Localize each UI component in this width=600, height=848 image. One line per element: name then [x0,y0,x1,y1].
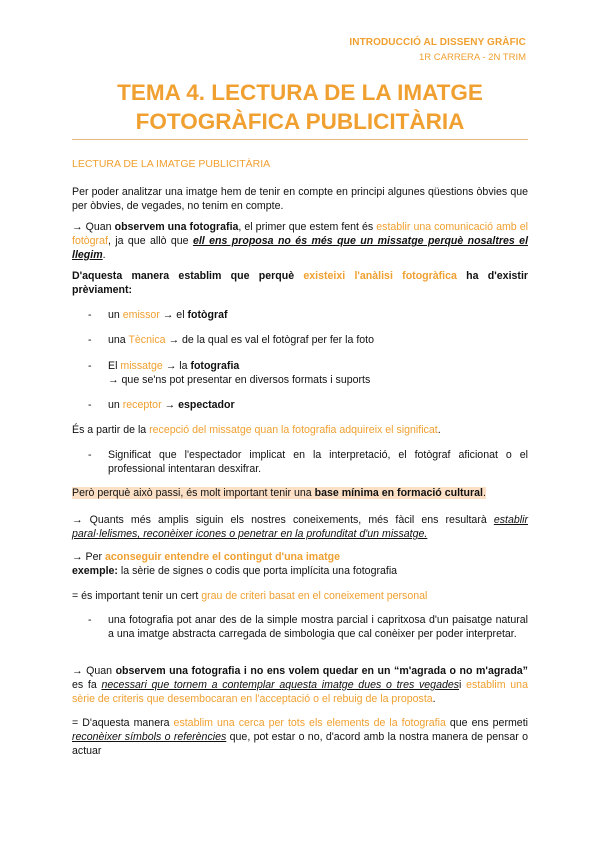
p2-bold: observem una fotografia [114,221,239,233]
p4-highlight: recepció del missatge quan la fotografia adquireix el significat [149,424,438,436]
p9-highlight: establim una sèrie de criteris que desembocaran en l'acceptació o el rebuig de la proposta [72,679,528,705]
p9-bold: observem una fotografia i no ens volem quedar en un “m'agrada o no m'agrada” [115,665,528,677]
p6-emphasis: establir paral·lelismes, reconèixer icones o penetrar en la profunditat d'un missatge. [72,514,528,540]
paragraph-3 [72,269,528,297]
list-dash: - [88,309,92,321]
paragraph-5: Però perquè això passi, és molt important tenir una base mínima en formació cultural. [72,487,486,499]
paragraph-1: Per poder analitzar una imatge hem de tenir en compte en principi algunes qüestions òbvies que per òbvies, de vegades, no tenim en compte. [72,186,528,212]
p3-highlight: existeixi l'anàlisi fotogràfica [303,270,457,282]
p9-emphasis: necessari que tornem a contemplar aquesta imatge dues o tres vegades [101,679,460,691]
paragraph-4: És a partir de la recepció del missatge quan la fotografia adquireix el significat. [72,424,441,436]
title-divider [72,139,528,140]
list-dash: - [88,399,92,411]
p7-highlight: aconseguir entendre el contingut d'una imatge [104,551,340,563]
p7-label: exemple: [72,565,118,577]
document-page: INTRODUCCIÓ AL DISSENY GRÀFIC 1R CARRERA - 2N TRIM TEMA 4. LECTURA DE LA IMATGE FOTOGRÀFICA PUBLICITÀRIA LECTURA DE LA IMATGE PUBLICITÀRIA Per poder analitzar una imatge hem de tenir en compte en principi algunes qüestions òbvies que per òbvies, de vegades, no tenim en compte. → Quan observem una fotografia, el primer que estem fent és establir una comunicació amb el fotògraf, ja que allò que ell ens proposa no és més que un missatge perquè nosaltres el llegim. D'aquesta manera establim que perquè existeixi l'anàlisi fotogràfica ha d'existir prèviament: - un emissor → el fotògraf - una Tècnica → de la qual es val el fotògraf per fer la foto - El missatge → la fotografia → que se'ns pot presentar en diversos formats i suports - un receptor → espectador És a partir de la recepció del missatge quan la fotografia adquireix el significat. - Significat que l'espectador implicat en la interpretació, el fotògraf aficionat o el professional intentaran desxifrar. Però perquè això passi, és molt important tenir una base mínima en formació cultural. → Quants més amplis siguin els nostres coneixements, més fàcil ens resultarà establir paral·lelismes, reconèixer icones o penetrar en la profunditat d'un missatge. → Per aconseguir entendre el contingut d'una imatge exemple: la sèrie de signes o codis que porta implícita una fotografia = és important tenir un cert grau de criteri basat en el coneixement personal - una fotografia pot anar des de la simple mostra parcial i capritxosa d'un paisatge natural a una imatge abstracta carregada de simbologia que cal conèixer per poder interpretar. → Quan observem una fotografia i no ens volem quedar en un “m'agrada o no m'agrada” es fa necessari que tornem a contemplar aquesta imatge dues o tres vegadesi establim una sèrie de criteris que desembocaran en l'acceptació o el rebuig de la proposta. = D'aquesta manera establim una cerca per tots els elements de la fotografia que ens permeti reconèixer símbols o referències que, pot estar o no, d'acord amb la nostra manera de pensar o actuar [72,37,529,757]
p8-highlight: grau de criteri basat en el coneixement personal [201,590,428,602]
p2-emphasis: ell ens proposa no és més que un missatge perquè nosaltres el llegim [72,235,529,261]
paragraph-9: → Quan observem una fotografia i no ens volem quedar en un “m'agrada o no m'agrada” es fa necessari que tornem a contemplar aquesta imatge dues o tres vegadesi establim una sèrie de criteris que desembocaran en l'acceptació o el rebuig de la proposta. [72,665,528,705]
course-term: 1R CARRERA - 2N TRIM [419,52,526,63]
p2-highlight: establir una comunicació amb el fotògraf [72,221,528,247]
p3-text: D'aquesta manera establim que perquè [72,270,304,282]
p2-text: , el primer que estem fent és [238,221,377,233]
p2-text: , ja que allò que [107,235,193,247]
p5-bold: base mínima en formació cultural [314,487,483,499]
course-name: INTRODUCCIÓ AL DISSENY GRÀFIC [349,37,526,48]
paragraph-10: = D'aquesta manera establim una cerca per tots els elements de la fotografia que ens permeti reconèixer símbols o referències que, pot estar o no, d'acord amb la nostra manera de pensar o actuar [72,717,528,757]
paragraph-6: → Quants més amplis siguin els nostres coneixements, més fàcil ens resultarà establir paral·lelismes, reconèixer icones o penetrar en la profunditat d'un missatge. [72,514,528,540]
p2-text: → Quan [72,221,115,233]
list-dash: - [88,614,92,626]
p10-emphasis: reconèixer símbols o referències [72,731,227,743]
section-heading: LECTURA DE LA IMATGE PUBLICITÀRIA [72,158,271,170]
list-sub-text: → que se'ns pot presentar en diversos formats i suports [108,374,371,386]
page-title-line-1: TEMA 4. LECTURA DE LA IMATGE [117,80,483,105]
paragraph-7: → Per aconseguir entendre el contingut d'una imatge exemple: la sèrie de signes o codis que porta implícita una fotografia [72,551,398,577]
p3-text: ha d'existir prèviament: [72,270,529,296]
list-dash: - [88,334,92,346]
p2-text: . [102,249,106,261]
page-title [72,78,528,136]
paragraph-8: = és important tenir un cert grau de criteri basat en el coneixement personal [72,590,428,602]
list-dash: - [88,360,92,372]
paragraph-2 [72,220,528,262]
list-dash: - [88,449,92,461]
page-title-line-2: FOTOGRÀFICA PUBLICITÀRIA [135,109,465,134]
p10-highlight: establim una cerca per tots els elements de la fotografia [173,717,446,729]
